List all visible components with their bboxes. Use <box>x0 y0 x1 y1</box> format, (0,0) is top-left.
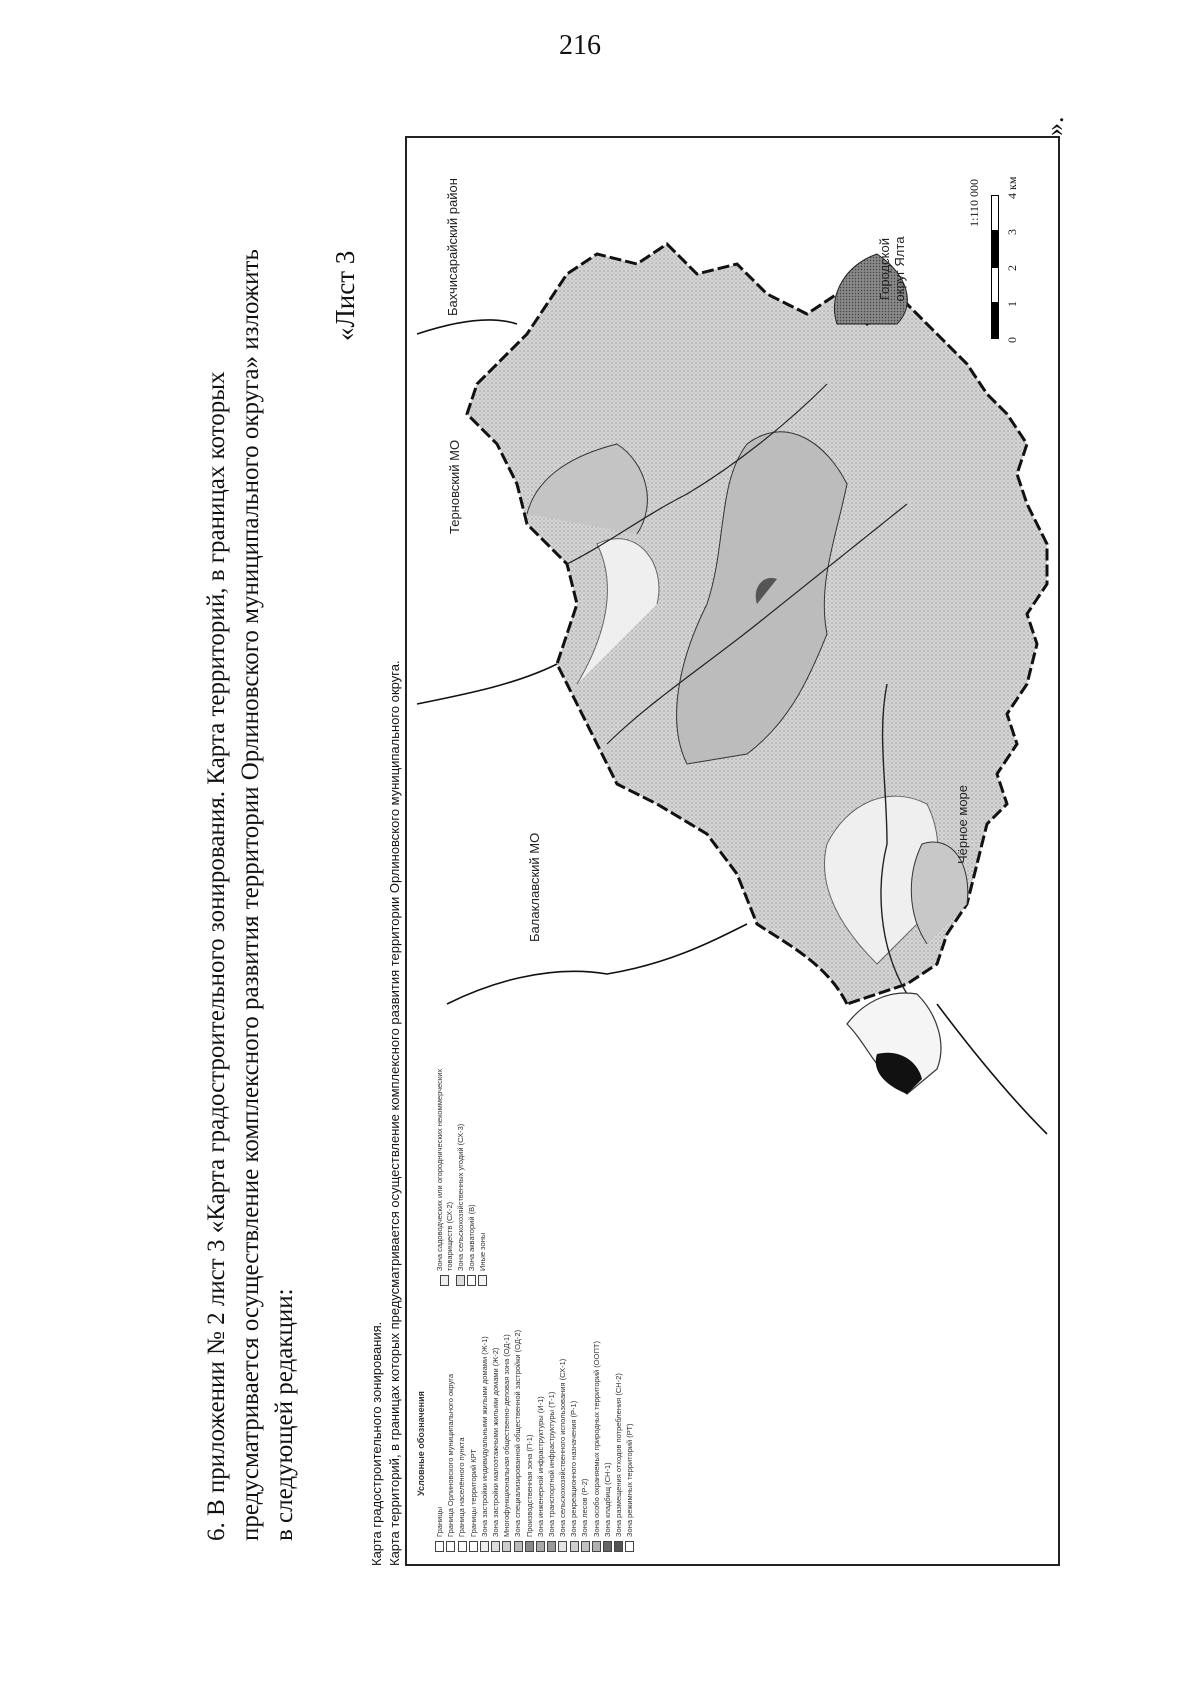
legend-item <box>513 1302 523 1552</box>
legend-label: Зона сельскохозяйственного использования (СХ-1) <box>558 1358 568 1537</box>
legend-item <box>614 1302 624 1552</box>
map-caption <box>368 136 404 1566</box>
page-number: 216 <box>559 30 601 61</box>
legend-swatch <box>514 1541 523 1552</box>
legend-swatch <box>536 1541 545 1552</box>
legend-column <box>435 1036 489 1286</box>
legend-title: Условные обозначения <box>416 1391 426 1496</box>
legend-swatch <box>467 1275 476 1286</box>
legend-label: Зона застройки индивидуальными жилыми домами (Ж-1) <box>479 1336 489 1537</box>
scale-tick: 2 <box>1005 265 1019 271</box>
legend-label: Производственная зона (П-1) <box>524 1434 534 1537</box>
legend-swatch <box>456 1275 465 1286</box>
legend-swatch <box>478 1275 487 1286</box>
paragraph-line: предусматривается осуществление комплексного развития территории Орлиновского муниципального округа» изложить <box>237 249 264 1541</box>
legend-label: Зона инженерной инфраструктуры (И-1) <box>535 1396 545 1537</box>
map-caption-line: Карта территорий, в границах которых предусматривается осуществление комплексного развития территории Орлиновского муниципального округа. <box>387 660 402 1566</box>
legend-label: Граница населённого пункта <box>457 1437 467 1537</box>
legend-swatch <box>614 1541 623 1552</box>
legend-label: Зона кладбищ (СН-1) <box>602 1462 612 1537</box>
scale-tick: 4 км <box>1005 176 1019 199</box>
map-caption-line: Карта градостроительного зонирования. <box>369 1321 384 1566</box>
legend-swatch <box>547 1541 556 1552</box>
legend-item <box>435 1036 454 1286</box>
legend-swatch <box>625 1541 634 1552</box>
legend-label: Зона сельскохозяйственных угодий (СХ-3) <box>455 1123 465 1271</box>
legend-swatch <box>603 1541 612 1552</box>
legend-item <box>536 1302 546 1552</box>
legend-item <box>547 1302 557 1552</box>
legend-label: Многофункциональная общественно-деловая зона (ОД-1) <box>502 1334 512 1537</box>
paragraph-line: 6. В приложении № 2 лист 3 «Карта градостроительного зонирования. Карта территорий, в границах которых <box>203 371 230 1541</box>
legend-swatch <box>491 1541 500 1552</box>
legend-swatch <box>502 1541 511 1552</box>
legend-item <box>435 1302 445 1552</box>
legend-column <box>435 1302 636 1552</box>
legend-item <box>592 1302 602 1552</box>
scale-segment <box>991 267 999 303</box>
scale-tick: 0 <box>1005 337 1019 343</box>
place-yalta: Городской округ Ялта <box>877 236 907 302</box>
legend-swatch <box>440 1275 449 1286</box>
legend-item <box>446 1302 456 1552</box>
legend-swatch <box>558 1541 567 1552</box>
map-legend <box>411 1036 1051 1556</box>
scale-segment <box>991 195 999 231</box>
legend-swatch <box>446 1541 455 1552</box>
legend-item <box>502 1302 512 1552</box>
legend-label: Границы территорий КРТ <box>468 1449 478 1537</box>
place-black-sea: Чёрное море <box>955 784 970 864</box>
legend-label: Зона рекреационного назначения (Р-1) <box>569 1400 579 1537</box>
legend-item <box>456 1036 466 1286</box>
legend-swatch <box>435 1541 444 1552</box>
scale-segment <box>991 231 999 267</box>
legend-swatch <box>570 1541 579 1552</box>
paragraph-line: в следующей редакции: <box>271 1288 298 1541</box>
legend-label: Зона застройки малоэтажными жилыми домами (Ж-2) <box>490 1347 500 1537</box>
legend-item <box>603 1302 613 1552</box>
place-bakhchisaray: Бахчисарайский район <box>445 178 460 316</box>
legend-label: Граница Орлиновского муниципального округа <box>446 1374 456 1537</box>
legend-swatch <box>581 1541 590 1552</box>
legend-label: Зона специализированной общественной застройки (ОД-2) <box>513 1329 523 1537</box>
legend-swatch <box>458 1541 467 1552</box>
legend-item <box>625 1302 635 1552</box>
closing-quote: ». <box>1040 116 1069 136</box>
scale-segments <box>991 195 999 339</box>
legend-label: Зона особо охраняемых природных территорий (ООПТ) <box>591 1341 601 1537</box>
neighbour-border <box>417 664 557 704</box>
legend-swatch <box>525 1541 534 1552</box>
legend-item <box>580 1302 590 1552</box>
legend-item <box>569 1302 579 1552</box>
sheet-label: «Лист 3 <box>330 250 360 341</box>
legend-label: Зона садоводческих или огороднических некоммерческих товариществ (СХ-2) <box>435 1068 454 1271</box>
legend-swatch <box>469 1541 478 1552</box>
legend-item <box>467 1036 477 1286</box>
scale-ratio: 1:110 000 <box>967 179 981 227</box>
zoning-map <box>405 136 1060 1566</box>
legend-item <box>469 1302 479 1552</box>
legend-label: Границы <box>435 1507 444 1537</box>
legend-label: Иные зоны <box>478 1232 488 1271</box>
neighbour-border <box>417 320 517 334</box>
legend-item <box>480 1302 490 1552</box>
legend-item <box>457 1302 467 1552</box>
scale-segment <box>991 303 999 339</box>
legend-swatch <box>592 1541 601 1552</box>
scale-tick: 3 <box>1005 229 1019 235</box>
amendment-paragraph <box>200 141 302 1541</box>
scale-tick: 1 <box>1005 301 1019 307</box>
legend-label: Зона лесов (Р-2) <box>580 1478 590 1537</box>
legend-label: Зона транспортной инфраструктуры (Т-1) <box>546 1391 556 1537</box>
legend-item <box>558 1302 568 1552</box>
legend-item <box>478 1036 488 1286</box>
legend-label: Зона режимных территорий (РТ) <box>625 1423 635 1537</box>
legend-item <box>491 1302 501 1552</box>
legend-item <box>525 1302 535 1552</box>
legend-label: Зона акваторий (В) <box>466 1204 476 1271</box>
legend-label: Зона размещения отходов потребления (СН-2) <box>614 1373 623 1537</box>
neighbour-border <box>447 924 747 1004</box>
legend-swatch <box>480 1541 489 1552</box>
place-ternovsky: Терновский МО <box>447 439 462 534</box>
place-balaklava: Балаклавский МО <box>527 832 542 942</box>
scale-bar <box>967 176 1047 349</box>
